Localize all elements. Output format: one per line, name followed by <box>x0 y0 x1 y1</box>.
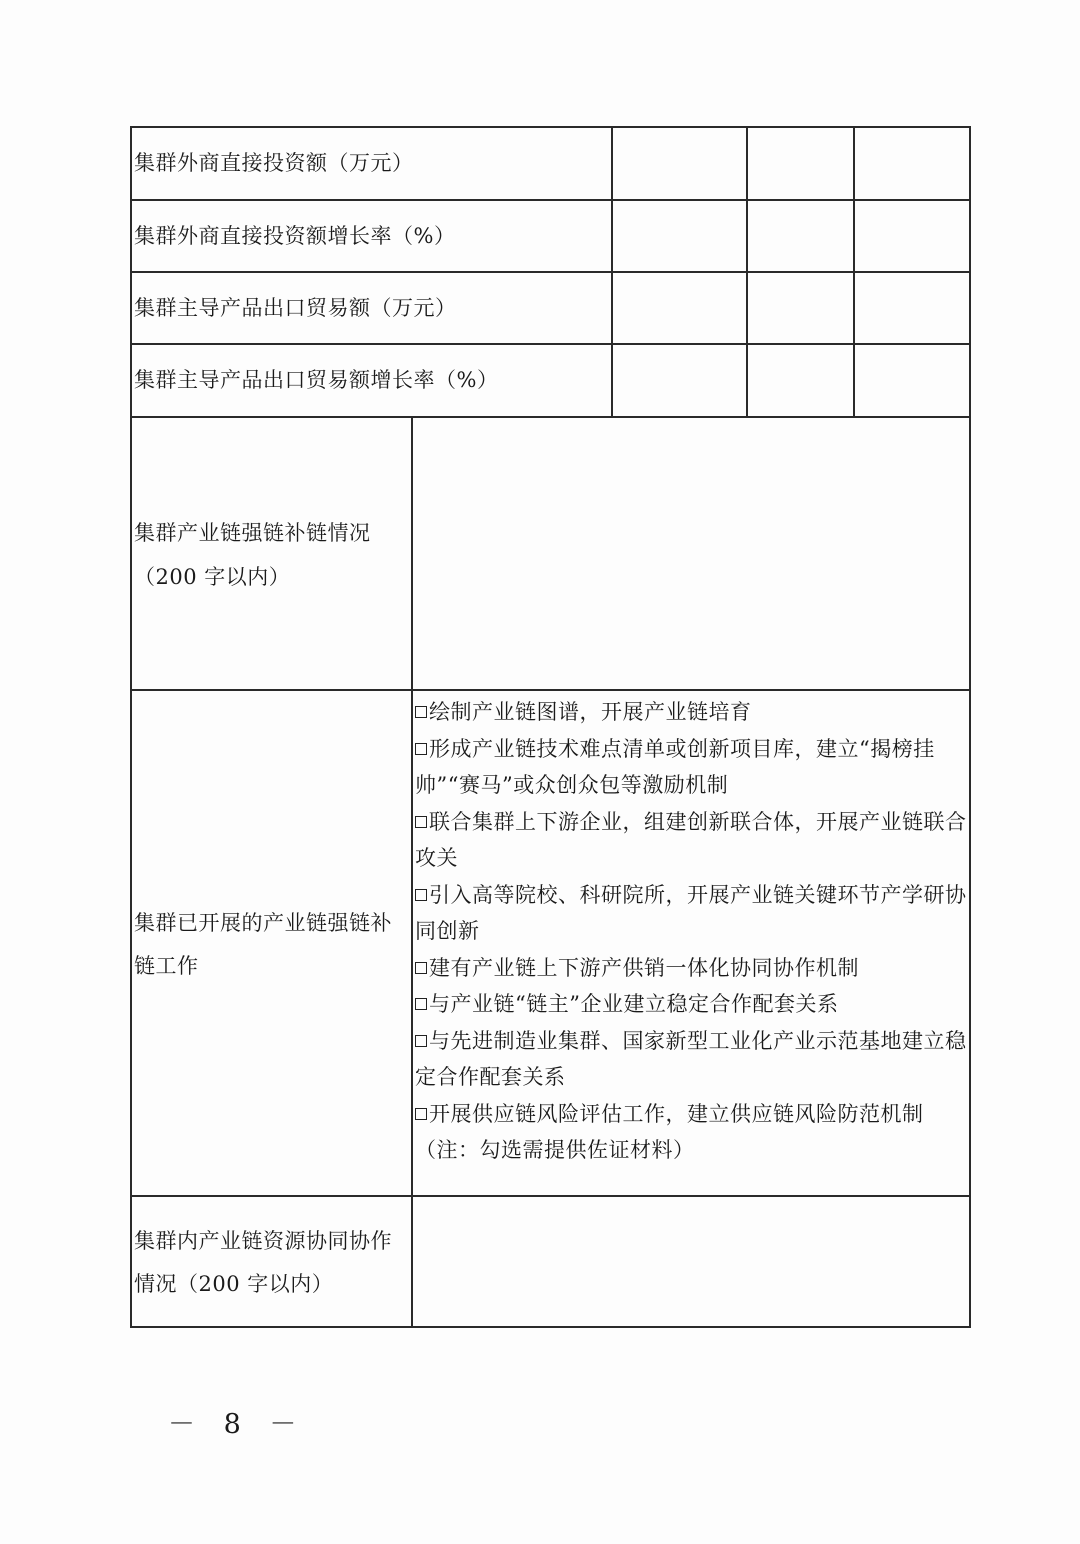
row-label-chain-situation: 集群产业链强链补链情况 <box>134 521 371 545</box>
row-label-chain-work: 集群已开展的产业链强链补 <box>134 911 392 935</box>
row-label-fdi-amount: 集群外商直接投资额（万元） <box>134 151 414 175</box>
row-label-fdi-growth: 集群外商直接投资额增长率（%） <box>134 224 456 248</box>
checkbox-icon[interactable] <box>415 1108 427 1120</box>
option-text: 绘制产业链图谱，开展产业链培育 <box>429 700 752 724</box>
checkbox-icon[interactable] <box>415 889 427 901</box>
option-item-6[interactable] <box>415 1023 970 1096</box>
value-cell-fdi-growth-2[interactable] <box>748 201 853 271</box>
option-item-4[interactable] <box>415 950 970 987</box>
chain-situation-text-area[interactable] <box>413 418 969 689</box>
option-item-3[interactable] <box>415 877 970 950</box>
option-item-1[interactable] <box>415 731 970 804</box>
option-text-cont: 同创新 <box>415 919 480 943</box>
row-label-resource-coop-cont: 情况（200 字以内） <box>134 1272 334 1296</box>
option-item-5[interactable] <box>415 986 970 1023</box>
option-text-cont: 帅”“赛马”或众创众包等激励机制 <box>415 773 729 797</box>
value-cell-fdi-growth-3[interactable] <box>855 201 969 271</box>
value-cell-fdi-amount-2[interactable] <box>748 128 853 199</box>
option-item-7[interactable] <box>415 1096 970 1133</box>
option-text: 形成产业链技术难点清单或创新项目库，建立“揭榜挂 <box>429 736 935 761</box>
row-label-resource-coop: 集群内产业链资源协同协作 <box>134 1229 392 1253</box>
row-label-export-growth: 集群主导产品出口贸易额增长率（%） <box>134 368 499 392</box>
value-cell-export-amount-2[interactable] <box>748 273 853 343</box>
value-cell-fdi-growth-1[interactable] <box>613 201 746 271</box>
option-text: 引入高等院校、科研院所，开展产业链关键环节产学研协 <box>429 882 967 907</box>
note-text: （注：勾选需提供佐证材料） <box>415 1138 695 1162</box>
option-text: 与先进制造业集群、国家新型工业化产业示范基地建立稳 <box>429 1028 967 1053</box>
value-cell-export-growth-2[interactable] <box>748 345 853 416</box>
option-text: 建有产业链上下游产供销一体化协同协作机制 <box>429 955 859 980</box>
chain-work-options <box>415 694 970 1169</box>
checkbox-icon[interactable] <box>415 962 427 974</box>
checkbox-icon[interactable] <box>415 998 427 1010</box>
option-text-cont: 定合作配套关系 <box>415 1065 566 1089</box>
row-label-export-amount: 集群主导产品出口贸易额（万元） <box>134 296 457 320</box>
value-cell-export-growth-1[interactable] <box>613 345 746 416</box>
checkbox-icon[interactable] <box>415 1035 427 1047</box>
option-item-0[interactable] <box>415 694 970 731</box>
row-label-chain-work-cont: 链工作 <box>134 954 199 978</box>
page-number: － 8 － <box>168 1409 307 1440</box>
checkbox-icon[interactable] <box>415 816 427 828</box>
option-text: 开展供应链风险评估工作，建立供应链风险防范机制 <box>429 1101 924 1126</box>
value-cell-export-amount-1[interactable] <box>613 273 746 343</box>
option-note <box>415 1132 970 1169</box>
option-text: 联合集群上下游企业，组建创新联合体，开展产业链联合 <box>429 809 967 834</box>
checkbox-icon[interactable] <box>415 706 427 718</box>
row-label-chain-situation-limit: （200 字以内） <box>134 565 291 589</box>
option-text-cont: 攻关 <box>415 846 458 870</box>
resource-coop-text-area[interactable] <box>413 1197 969 1326</box>
option-item-2[interactable] <box>415 804 970 877</box>
value-cell-export-growth-3[interactable] <box>855 345 969 416</box>
value-cell-fdi-amount-1[interactable] <box>613 128 746 199</box>
value-cell-fdi-amount-3[interactable] <box>855 128 969 199</box>
value-cell-export-amount-3[interactable] <box>855 273 969 343</box>
option-text: 与产业链“链主”企业建立稳定合作配套关系 <box>429 992 839 1016</box>
checkbox-icon[interactable] <box>415 743 427 755</box>
